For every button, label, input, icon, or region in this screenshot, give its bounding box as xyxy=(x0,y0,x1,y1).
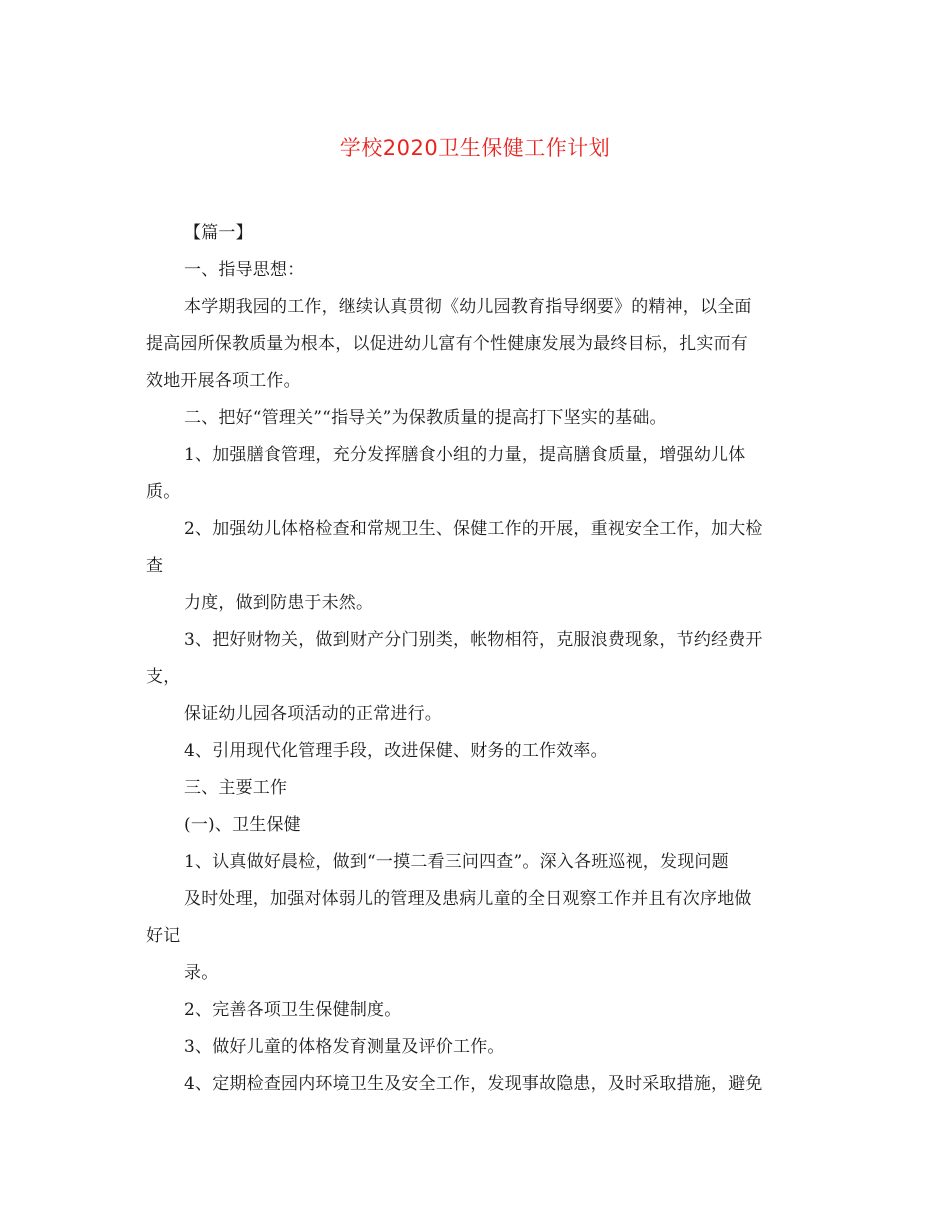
text-line: 三、主要工作 xyxy=(184,778,288,798)
text-line: 2、完善各项卫生保健制度。 xyxy=(184,1000,402,1020)
text-line: 1、认真做好晨检，做到“一摸二看三问四查”。深入各班巡视，发现问题 xyxy=(184,852,729,872)
text-line: 3、做好儿童的体格发育测量及评价工作。 xyxy=(184,1037,505,1057)
document-body xyxy=(146,215,806,1103)
text-line: 力度，做到防患于未然。 xyxy=(184,593,374,613)
text-line: 本学期我园的工作，继续认真贯彻《幼儿园教育指导纲要》的精神，以全面 xyxy=(184,297,752,317)
text-line: 【篇一】 xyxy=(184,223,253,243)
text-line: 及时处理，加强对体弱儿的管理及患病儿童的全日观察工作并且有次序地做 xyxy=(184,889,752,909)
text-line: 4、定期检查园内环境卫生及安全工作，发现事故隐患，及时采取措施，避免 xyxy=(184,1074,763,1094)
text-line: 支， xyxy=(146,667,181,687)
text-line: (一)、卫生保健 xyxy=(184,815,301,835)
text-line: 二、把好“管理关”“指导关”为保教质量的提高打下坚实的基础。 xyxy=(184,408,667,428)
text-line: 一、指导思想： xyxy=(184,260,305,280)
text-line: 查 xyxy=(146,556,164,576)
text-line: 保证幼儿园各项活动的正常进行。 xyxy=(184,704,442,724)
text-line: 质。 xyxy=(146,482,181,502)
text-line: 4、引用现代化管理手段，改进保健、财务的工作效率。 xyxy=(184,741,608,761)
text-line: 好记 xyxy=(146,926,181,946)
text-line: 录。 xyxy=(184,963,219,983)
text-line: 效地开展各项工作。 xyxy=(146,371,301,391)
text-line: 2、加强幼儿体格检查和常规卫生、保健工作的开展，重视安全工作，加大检 xyxy=(184,519,763,539)
text-line: 1、加强膳食管理，充分发挥膳食小组的力量，提高膳食质量，增强幼儿体 xyxy=(184,445,746,465)
document-title: 学校2020卫生保健工作计划 xyxy=(339,136,611,160)
text-line: 提高园所保教质量为根本，以促进幼儿富有个性健康发展为最终目标，扎实而有 xyxy=(146,334,748,354)
text-line: 3、把好财物关，做到财产分门别类，帐物相符，克服浪费现象，节约经费开 xyxy=(184,630,763,650)
